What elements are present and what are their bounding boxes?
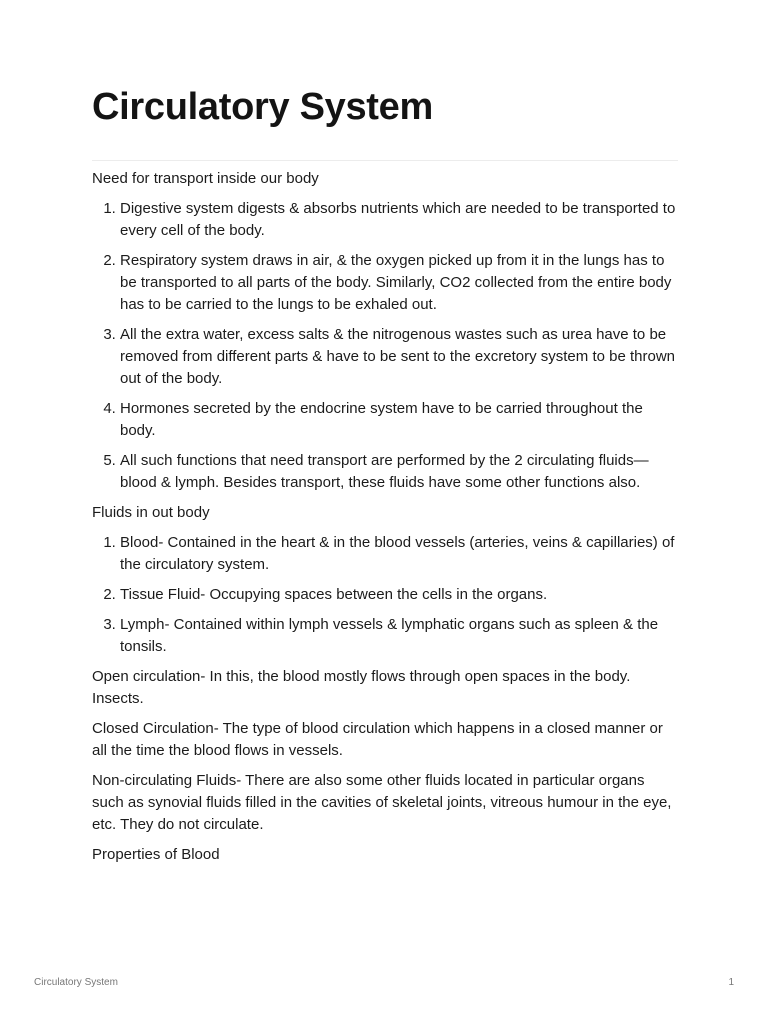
title-divider	[92, 160, 678, 161]
list-item: 5. All such functions that need transport are performed by the 2 circulating fluids— blood & lymph. Besides transport, these fluids have some other functions also.	[120, 450, 678, 494]
fluids-heading: Fluids in out body	[92, 504, 210, 521]
list-item: 2. Tissue Fluid- Occupying spaces between the cells in the organs.	[120, 584, 678, 606]
fluids-list	[92, 532, 678, 658]
transport-list	[92, 198, 678, 494]
footer-page-number: 1	[728, 977, 734, 988]
transport-heading: Need for transport inside our body	[92, 170, 319, 187]
list-item: 4. Hormones secreted by the endocrine system have to be carried throughout the body.	[120, 398, 678, 442]
list-item: 3. Lymph- Contained within lymph vessels & lymphatic organs such as spleen & the tonsils.	[120, 614, 678, 658]
footer-title: Circulatory System	[34, 977, 118, 988]
document-body	[92, 168, 678, 874]
non-circulating-paragraph: Non-circulating Fluids- There are also some other fluids located in particular organs such as synovial fluids filled in the cavities of skeletal joints, vitreous humour in the eye, etc. They do not circulate.	[92, 772, 672, 833]
closed-circulation-paragraph: Closed Circulation- The type of blood circulation which happens in a closed manner or all the time the blood flows in vessels.	[92, 720, 663, 759]
list-item: 3. All the extra water, excess salts & the nitrogenous wastes such as urea have to be removed from different parts & have to be sent to the excretory system to be thrown out of the body.	[120, 324, 678, 390]
open-circulation-paragraph: Open circulation- In this, the blood mostly flows through open spaces in the body. Insects.	[92, 668, 631, 707]
page-title: Circulatory System	[92, 86, 433, 128]
properties-heading: Properties of Blood	[92, 846, 220, 863]
list-item: 1. Blood- Contained in the heart & in the blood vessels (arteries, veins & capillaries) of the circulatory system.	[120, 532, 678, 576]
list-item: 1. Digestive system digests & absorbs nutrients which are needed to be transported to every cell of the body.	[120, 198, 678, 242]
list-item: 2. Respiratory system draws in air, & the oxygen picked up from it in the lungs has to be transported to all parts of the body. Similarly, CO2 collected from the entire body has to be carried to the lungs to be exhaled out.	[120, 250, 678, 316]
